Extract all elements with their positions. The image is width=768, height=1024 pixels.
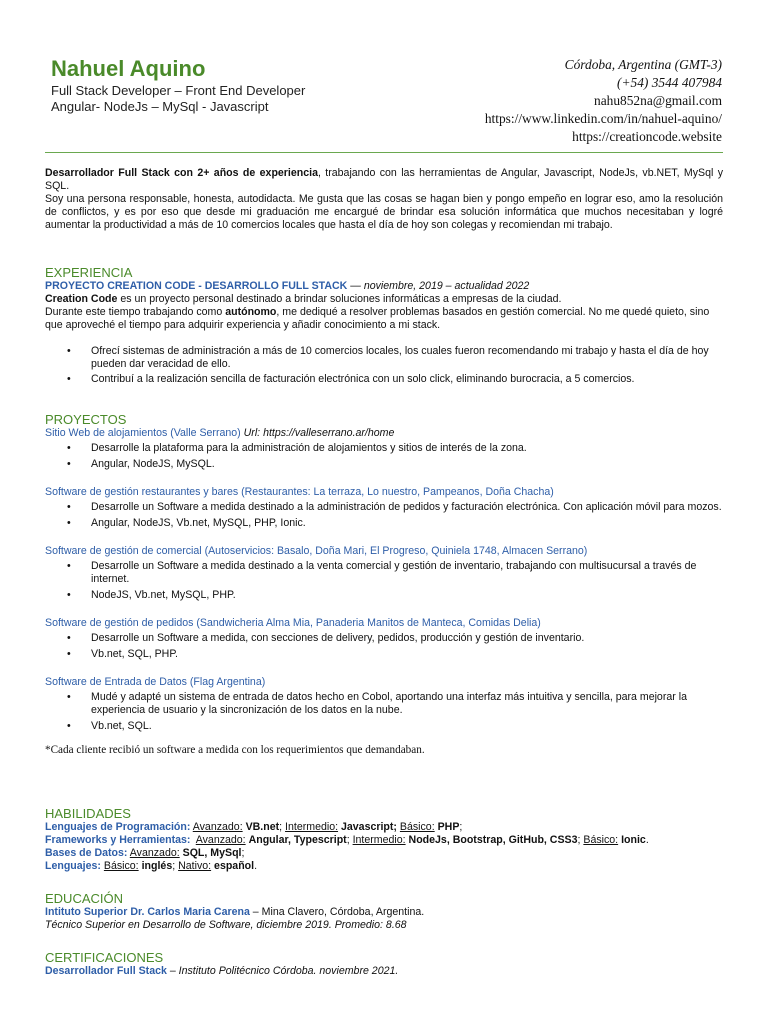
projects-footnote: *Cada cliente recibió un software a medida con los requerimientos que demandaban. — [45, 744, 425, 756]
phone: (+54) 3544 407984 — [617, 75, 722, 90]
education-school: Intituto Superior Dr. Carlos Maria Carena – Mina Clavero, Córdoba, Argentina. — [45, 906, 425, 918]
projects-heading: PROYECTOS — [45, 412, 127, 427]
list-item: • Desarrolle un Software a medida destinado a la administración de pedidos y facturación electrónica. Con aplicación móvil para mozos. — [45, 501, 723, 514]
summary-paragraph: Soy una persona responsable, honesta, autodidacta. Me gusta que las cosas se hagan bien y pongo empeño en lograr eso, amo la resolución de conflictos, y es por eso que desde mi graduación me encargué de brindar esa solución informática que muchos necesitaban y logré aumentar la productividad a más de 10 comercios locales que hasta el día de hoy son colegas y recomiendan mi trabajo. — [45, 193, 723, 231]
list-item: • Desarrolle un Software a medida, con secciones de delivery, pedidos, producción y gestión de inventario. — [45, 632, 723, 645]
skills-databases: Bases de Datos: Avanzado: SQL, MySql; — [45, 847, 245, 859]
project-title: Software de Entrada de Datos (Flag Argentina) — [45, 676, 266, 688]
experience-heading: EXPERIENCIA — [45, 265, 133, 280]
project-title: Software de gestión de pedidos (Sandwicheria Alma Mia, Panaderia Manitos de Manteca, Comidas Delia) — [45, 617, 541, 629]
projects-section — [45, 412, 723, 757]
company-description: Creation Code es un proyecto personal destinado a brindar soluciones informáticas a empresas de la ciudad. — [45, 293, 562, 305]
project-item — [45, 486, 723, 530]
candidate-name: Nahuel Aquino — [51, 56, 206, 81]
skills-section — [45, 806, 723, 873]
education-section — [45, 891, 723, 932]
skills-programming: Lenguajes de Programación: Avanzado: VB.net; Intermedio: Javascript; Básico: PHP; — [45, 821, 463, 833]
resume-page — [45, 0, 724, 977]
list-item: • Desarrolle un Software a medida destinado a la venta comercial y gestión de inventario, trabajando con multisucursal a través de internet. — [45, 560, 723, 586]
project-item — [45, 676, 723, 733]
contact-info — [485, 56, 722, 146]
location: Córdoba, Argentina (GMT-3) — [564, 57, 722, 72]
list-item: • Vb.net, SQL, PHP. — [45, 648, 723, 661]
skills-heading: HABILIDADES — [45, 806, 131, 821]
list-item: • NodeJS, Vb.net, MySQL, PHP. — [45, 589, 723, 602]
project-title: Software de gestión restaurantes y bares (Restaurantes: La terraza, Lo nuestro, Pampeanos, Doña Chacha) — [45, 486, 554, 498]
list-item: • Ofrecí sistemas de administración a más de 10 comercios locales, los cuales fueron recomendando mi trabajo y hasta el día de hoy pueden dar veracidad de ello. — [45, 345, 723, 371]
email-link[interactable]: nahu852na@gmail.com — [594, 93, 722, 108]
project-title: Software de gestión de comercial (Autoservicios: Basalo, Doña Mari, El Progreso, Quiniela 1748, Almacen Serrano) — [45, 545, 588, 557]
certifications-heading: CERTIFICACIONES — [45, 950, 164, 965]
education-degree: Técnico Superior en Desarrollo de Software, diciembre 2019. Promedio: 8.68 — [45, 919, 407, 931]
project-title: Sitio Web de alojamientos (Valle Serrano) — [45, 427, 241, 439]
linkedin-link[interactable]: https://www.linkedin.com/in/nahuel-aquino/ — [484, 111, 722, 126]
resume-header — [45, 0, 723, 153]
summary-lead: Desarrollador Full Stack con 2+ años de experiencia, trabajando con las herramientas de Angular, Javascript, NodeJs, vb.NET, MySql y SQL. — [45, 167, 724, 192]
list-item: • Angular, NodeJS, Vb.net, MySQL, PHP, Ionic. — [45, 517, 723, 530]
list-item: • Contribuí a la realización sencilla de facturación electrónica con un solo click, eliminando burocracia, a 5 comercios. — [45, 373, 723, 386]
job-title-line-1: Full Stack Developer – Front End Developer — [51, 83, 306, 98]
skills-languages: Lenguajes: Básico: inglés; Nativo: español. — [45, 860, 258, 872]
certifications-section — [45, 950, 723, 978]
education-heading: EDUCACIÓN — [45, 891, 124, 906]
job-description: Durante este tiempo trabajando como autónomo, me dediqué a resolver problemas basados en gestión comercial. No me quedé quieto, sino que aproveché el tiempo para adquirir experiencia y añadir conocimiento a mi stack. — [45, 306, 710, 331]
project-url[interactable]: Url: https://valleserrano.ar/home — [240, 427, 395, 439]
project-item — [45, 545, 723, 602]
list-item: • Angular, NodeJS, MySQL. — [45, 458, 723, 471]
list-item: • Desarrolle la plataforma para la administración de alojamientos y sitios de interés de la zona. — [45, 442, 723, 455]
list-item: • Vb.net, SQL. — [45, 720, 723, 733]
list-item: • Mudé y adapté un sistema de entrada de datos hecho en Cobol, aportando una interfaz más intuitiva y sencilla, para mejorar la experiencia de usuario y la sincronización de los datos en la nube. — [45, 691, 723, 717]
project-item — [45, 617, 723, 661]
summary-section — [45, 167, 723, 232]
job-title-line-2: Angular- NodeJs – MySql - Javascript — [51, 99, 269, 114]
experience-section — [45, 265, 723, 386]
certification-item: Desarrollador Full Stack – Instituto Politécnico Córdoba. noviembre 2021. — [45, 965, 399, 977]
skills-frameworks: Frameworks y Herramientas: Avanzado: Angular, Typescript; Intermedio: NodeJs, Bootstrap, GitHub, CSS3; Básico: Ionic. — [45, 834, 649, 846]
experience-bullets — [45, 345, 723, 386]
job-header: PROYECTO CREATION CODE - DESARROLLO FULL STACK — noviembre, 2019 – actualidad 2022 — [45, 280, 530, 292]
website-link[interactable]: https://creationcode.website — [572, 129, 722, 144]
project-item — [45, 427, 723, 471]
